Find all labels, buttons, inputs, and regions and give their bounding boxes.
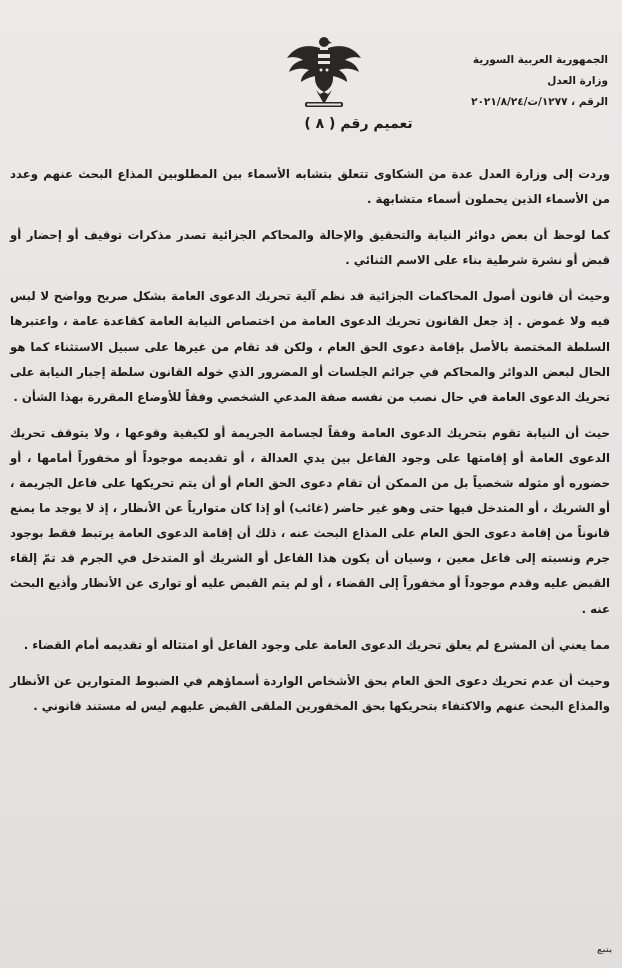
circular-title: تعميم رقم ( ٨ ) <box>304 116 413 132</box>
ministry-name: وزارة العدل <box>547 75 608 87</box>
reference-number: الرقم ، ١٢٧٧/ت/٢٠٢١/٨/٢٤ <box>471 96 608 108</box>
paragraph: وحيث أن قانون أصول المحاكمات الجزائية قد نظم آلية تحريك الدعوى العامة بشكل صريح وواضح لا لبس فيه ولا غموض . إذ جعل القانون تحريك الدعوى العامة من اختصاص النيابة العامة كقاعدة عامة ، واعتبرها السلطة المختصة بالأصل بإقامة دعوى الحق العام ، ولكن قد تقام من غيرها على سبيل الاستثناء كما هو الحال لبعض الدوائر والمحاكم في جرائم الجلسات أو المضرور الذي خوله القانون سلطة إجبار النيابة على تحريك الدعوى العامة في حال نصب من نفسه صفة المدعي الشخصي وفقاً للأوضاع المقررة بهذا الشأن . <box>10 289 610 404</box>
paragraph: وردت إلى وزارة العدل عدة من الشكاوى تتعلق بتشابه الأسماء بين المطلوبين المذاع البحث عنهم وعدد من الأسماء الذين يحملون أسماء متشابهة . <box>10 167 610 207</box>
paragraph: حيث أن النيابة تقوم بتحريك الدعوى العامة وفقاً لجسامة الجريمة أو لكيفية وقوعها ، ولا يتوقف تحريك الدعوى العامة أو إقامتها على وجود الفاعل بين يدي العدالة ، أو تقديمه موجوداً أو مخفوراً أمامها ، أو حضوره أو مثوله شخصياً بل من الممكن أن تقام دعوى الحق العام أو أن يتم تحريكها على فاعل الجريمة ، أو الشريك ، أو المتدخل فيها حتى وهو غير حاضر (غائب) أو إذا كان متوارياً عن الأنظار ، إذ لا يوجد ما يمنع قانوناً من إقامة دعوى الحق العام على المذاع البحث عنه ، ذلك أن إقامة الدعوى العامة يرتبط فقط بوجود جرم ونسبته إلى فاعل معين ، وسيان أن يكون هذا الفاعل أو الشريك أو المتدخل في الجرم قد تمّ إلقاء القبض عليه وقدم موجوداً أو مخفوراً إلى القضاء ، أو لم يتم القبض عليه أو توارى عن الأنظار وأذيع البحث عنه . <box>10 425 610 616</box>
letterhead <box>428 50 608 113</box>
paragraph: مما يعني أن المشرع لم يعلق تحريك الدعوى العامة على وجود الفاعل أو امتثاله أو تقديمه أمام القضاء . <box>23 637 610 652</box>
country-name: الجمهورية العربية السورية <box>472 54 608 66</box>
continued-note: يتبع <box>597 945 612 954</box>
letter-body <box>10 162 610 719</box>
paragraph: وحيث أن عدم تحريك دعوى الحق العام بحق الأشخاص الواردة أسماؤهم في الضبوط المتوارين عن الأنظار والمذاع البحث عنهم والاكتفاء بتحريكها بحق المخفورين الملقى القبض عليهم ليس له مستند قانوني . <box>10 673 610 713</box>
syrian-eagle-emblem-icon <box>283 32 365 114</box>
paragraph: كما لوحظ أن بعض دوائر النيابة والتحقيق والإحالة والمحاكم الجزائية تصدر مذكرات توقيف أو إحضار أو قبض أو نشرة شرطية بناء على الاسم الثنائي . <box>10 228 610 268</box>
